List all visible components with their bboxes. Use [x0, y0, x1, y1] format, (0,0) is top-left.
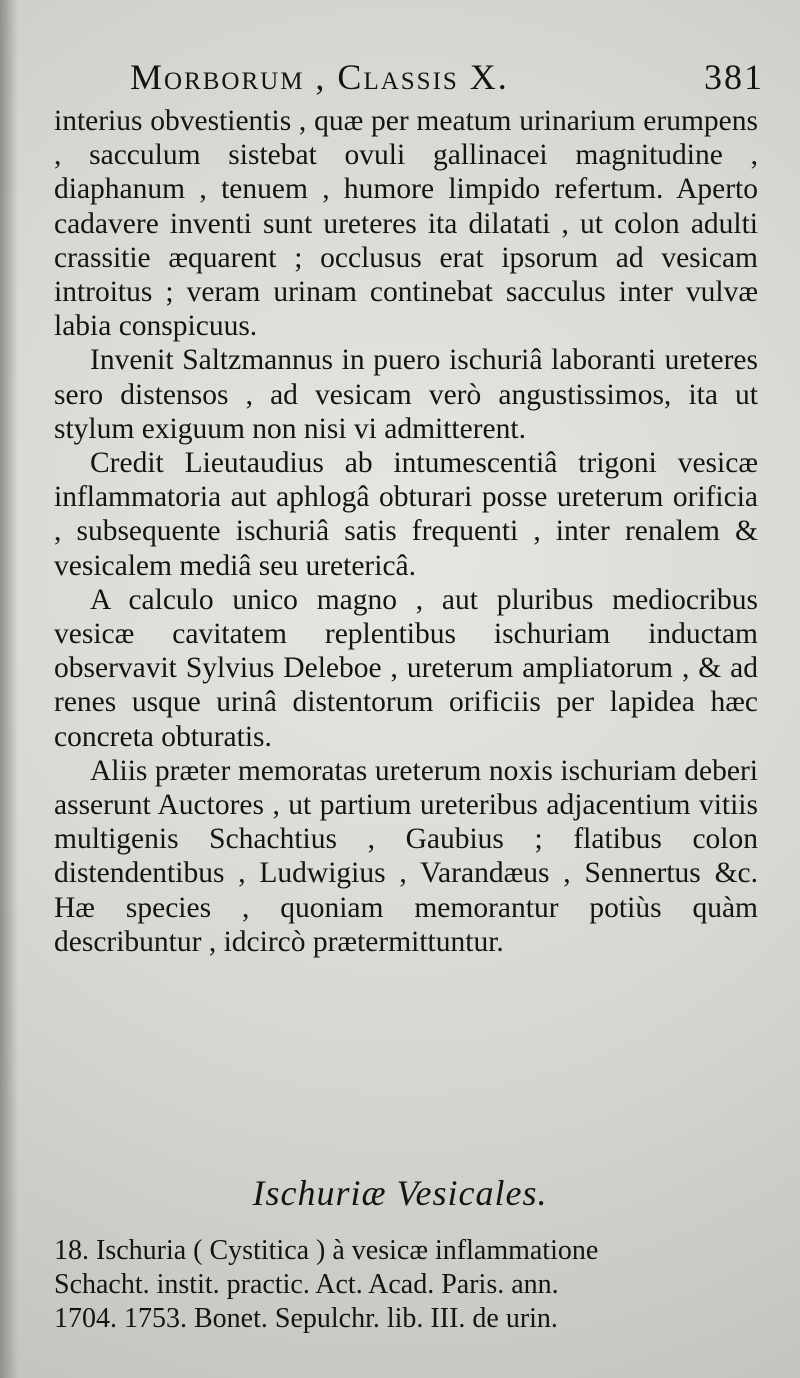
paragraph-calculo: A calculo unico magno , aut pluribus mediocribus vesicæ cavitatem replentibus ischuriam inductam observavit Sylvius Deleboe , ureterum ampliatorum , & ad renes usque urinâ distentorum orificiis per lapidea hæc concreta obturatis.	[54, 583, 758, 753]
entry-line-1: 18. Ischuria ( Cystitica ) à vesicæ inflammatione	[54, 1235, 599, 1266]
paragraph-lieutaudius: Credit Lieutaudius ab intumescentiâ trigoni vesicæ inflammatoria aut aphlogâ obturari posse ureterum orificia , subsequente ischuriâ satis frequenti , inter renalem & vesicalem mediâ seu uretericâ.	[54, 447, 758, 582]
body-text	[54, 104, 758, 959]
running-title: Morborum , Classis X.	[130, 57, 509, 97]
section-heading: Ischuriæ Vesicales.	[252, 1173, 548, 1213]
paragraph-continued: interius obvestientis , quæ per meatum urinarium erumpens , sacculum sistebat ovuli gallinacei magnitudine , diaphanum , tenuem , humore limpido refertum. Aperto cadavere inventi sunt ureteres ita dilatati , ut colon adulti crassitie æquarent ; occlusus erat ipsorum ad vesicam introitus ; veram urinam continebat sacculus inter vulvæ labia conspicuus.	[54, 105, 758, 343]
paragraph-aliis: Aliis præter memoratas ureterum noxis ischuriam deberi asserunt Auctores , ut partium ureteribus adjacentium vitiis multigenis Schachtius , Gaubius ; flatibus colon distendentibus , Ludwigius , Varandæus , Sennertus &c. Hæ species , quoniam memorantur potiùs quàm describuntur , idcircò prætermittuntur.	[54, 754, 758, 958]
species-entry	[54, 1234, 758, 1336]
paragraph-saltzmannus: Invenit Saltzmannus in puero ischuriâ laboranti ureteres sero distensos , ad vesicam verò angustissimos, ita ut stylum exiguum non nisi vi admitterent.	[54, 344, 758, 445]
entry-line-2: Schacht. instit. practic. Act. Acad. Paris. ann.	[54, 1269, 559, 1300]
entry-line-3: 1704. 1753. Bonet. Sepulchr. lib. III. de urin.	[54, 1303, 558, 1334]
page-number: 381	[704, 57, 764, 97]
running-header	[130, 56, 770, 106]
